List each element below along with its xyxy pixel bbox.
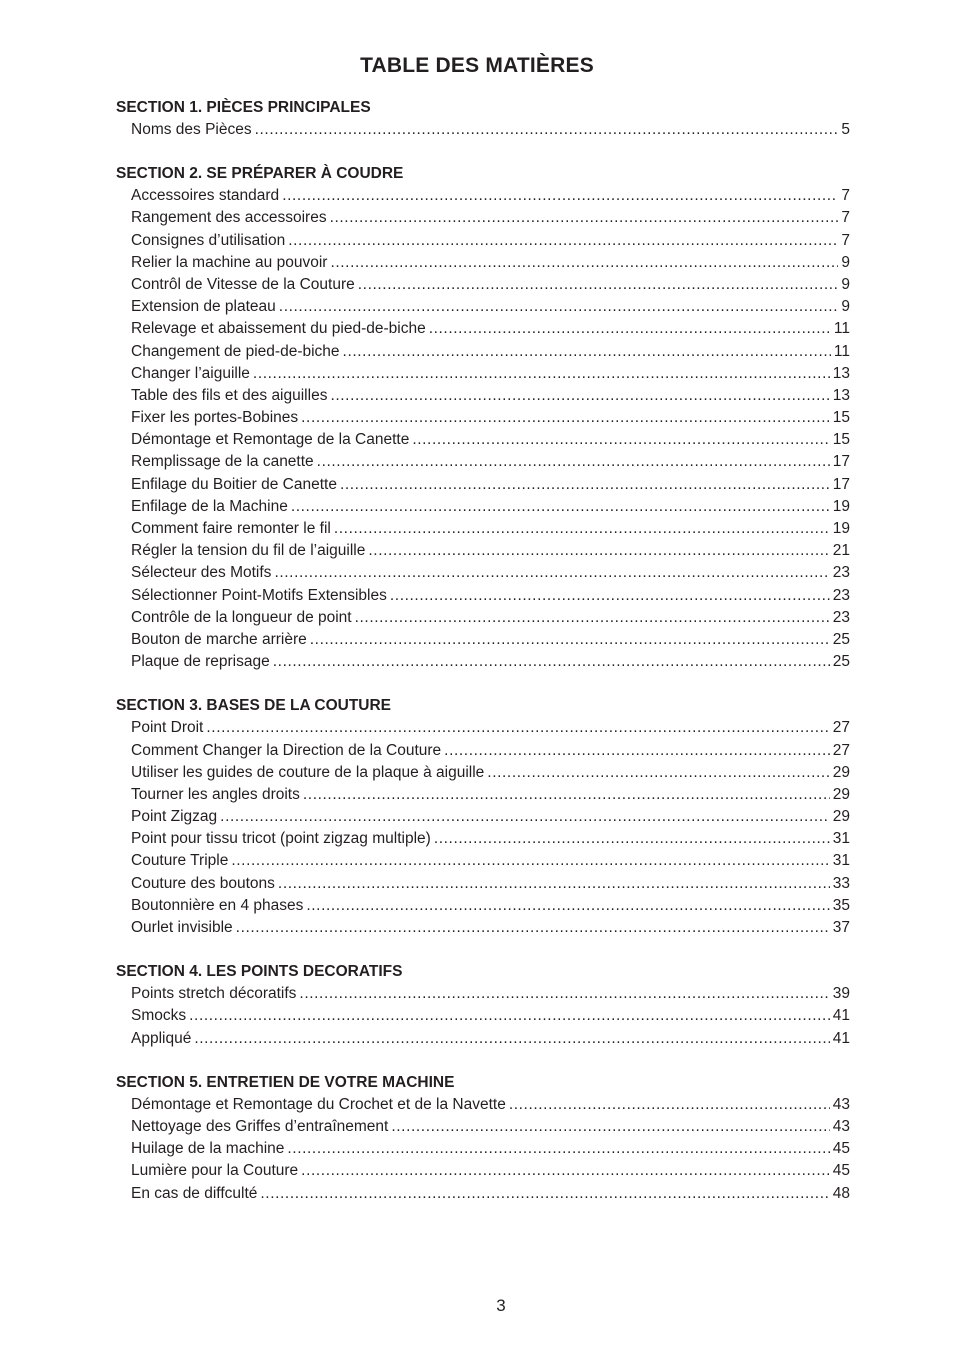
- entry-page-number: 15: [832, 431, 850, 449]
- toc-entry: [116, 230, 850, 252]
- dot-leader: [343, 341, 831, 363]
- entry-label: Fixer les portes-Bobines: [131, 409, 299, 427]
- entry-label: Point Zigzag: [131, 808, 218, 826]
- entry-label: Appliqué: [131, 1029, 192, 1047]
- page-number: 3: [496, 1296, 506, 1315]
- entry-page-number: 11: [833, 320, 850, 338]
- dot-leader: [279, 296, 839, 318]
- toc-entry: [116, 1028, 850, 1050]
- dot-leader: [429, 318, 831, 340]
- entry-page-number: 29: [832, 763, 850, 781]
- section-heading: SECTION 4. LES POINTS DECORATIFS: [116, 963, 403, 981]
- toc-entry: [116, 1116, 850, 1138]
- entry-page-number: 15: [832, 409, 850, 427]
- dot-leader: [509, 1094, 830, 1116]
- toc-entry: [116, 296, 850, 318]
- entry-page-number: 9: [841, 253, 850, 271]
- section-heading: SECTION 1. PIÈCES PRINCIPALES: [116, 99, 371, 116]
- dot-leader: [236, 917, 830, 939]
- entry-page-number: 13: [832, 386, 850, 404]
- toc-entry: [116, 119, 850, 141]
- table-of-contents: [116, 97, 850, 1227]
- entry-label: Plaque de reprisage: [131, 653, 270, 671]
- dot-leader: [355, 607, 830, 629]
- entry-label: Ourlet invisible: [131, 919, 233, 936]
- entry-label: Bouton de marche arrière: [131, 630, 307, 648]
- toc-entry: [116, 1138, 850, 1160]
- toc-entry: [116, 585, 850, 607]
- dot-leader: [189, 1005, 830, 1027]
- entry-label: Boutonnière en 4 phases: [131, 896, 304, 914]
- entry-label: Sélecteur des Motifs: [131, 564, 272, 582]
- section-heading: SECTION 3. BASES DE LA COUTURE: [116, 697, 392, 715]
- toc-entry: [116, 451, 850, 473]
- entry-page-number: 7: [841, 187, 850, 205]
- toc-entry: [116, 1005, 850, 1027]
- dot-leader: [301, 407, 830, 429]
- entry-label: Couture des boutons: [131, 874, 275, 892]
- entry-page-number: 37: [832, 919, 850, 936]
- dot-leader: [282, 185, 838, 207]
- toc-entry: [116, 873, 850, 895]
- dot-leader: [299, 983, 829, 1005]
- entry-label: Changer l’aiguille: [131, 364, 250, 382]
- toc-section: [116, 163, 850, 673]
- dot-leader: [278, 873, 830, 895]
- toc-section: [116, 695, 850, 939]
- dot-leader: [330, 252, 838, 274]
- dot-leader: [291, 496, 830, 518]
- entry-label: Enfilage de la Machine: [131, 497, 288, 515]
- entry-page-number: 31: [832, 852, 850, 870]
- toc-entry: [116, 185, 850, 207]
- toc-entry: [116, 806, 850, 828]
- entry-label: Utiliser les guides de couture de la plaque à aiguille: [131, 763, 485, 781]
- entry-label: Enfilage du Boitier de Canette: [131, 475, 337, 493]
- entry-page-number: 19: [832, 520, 850, 537]
- toc-entry: [116, 385, 850, 407]
- entry-page-number: 25: [832, 653, 850, 671]
- toc-entry: [116, 828, 850, 850]
- entry-page-number: 17: [832, 453, 850, 471]
- entry-page-number: 5: [841, 121, 850, 138]
- toc-entry: [116, 318, 850, 340]
- entry-page-number: 43: [832, 1117, 850, 1135]
- section-heading: SECTION 5. ENTRETIEN DE VOTRE MACHINE: [116, 1073, 455, 1091]
- toc-entry: [116, 363, 850, 385]
- dot-leader: [390, 585, 830, 607]
- dot-leader: [330, 207, 839, 229]
- entry-page-number: 7: [841, 231, 850, 249]
- entry-label: Accessoires standard: [131, 187, 280, 205]
- entry-label: Table des fils et des aiguilles: [131, 386, 328, 404]
- dot-leader: [310, 629, 830, 651]
- dot-leader: [334, 518, 830, 540]
- entry-page-number: 29: [832, 785, 850, 803]
- toc-entry: [116, 983, 850, 1005]
- entry-page-number: 23: [832, 608, 850, 626]
- entry-label: Comment faire remonter le fil: [131, 520, 331, 537]
- toc-entry: [116, 740, 850, 762]
- toc-entry: [116, 717, 850, 739]
- dot-leader: [340, 474, 830, 496]
- entry-label: Régler la tension du fil de l’aiguille: [131, 542, 366, 560]
- toc-entry: [116, 252, 850, 274]
- entry-page-number: 23: [832, 564, 850, 582]
- dot-leader: [255, 119, 839, 141]
- entry-label: Relier la machine au pouvoir: [131, 253, 328, 271]
- toc-entry: [116, 1094, 850, 1116]
- entry-label: Tourner les angles droits: [131, 785, 300, 803]
- toc-entry: [116, 407, 850, 429]
- dot-leader: [391, 1116, 829, 1138]
- entry-label: Démontage et Remontage du Crochet et de la Navette: [131, 1095, 506, 1113]
- toc-entry: [116, 651, 850, 673]
- entry-page-number: 41: [832, 1029, 850, 1047]
- dot-leader: [253, 363, 830, 385]
- entry-label: Nettoyage des Griffes d’entraînement: [131, 1117, 389, 1135]
- entry-page-number: 39: [832, 985, 850, 1003]
- toc-entry: [116, 562, 850, 584]
- dot-leader: [287, 1138, 829, 1160]
- toc-section: [116, 961, 850, 1050]
- toc-entry: [116, 850, 850, 872]
- entry-page-number: 13: [832, 364, 850, 382]
- entry-label: Point pour tissu tricot (point zigzag multiple): [131, 830, 431, 848]
- toc-entry: [116, 274, 850, 296]
- dot-leader: [330, 385, 829, 407]
- toc-entry: [116, 429, 850, 451]
- entry-label: En cas de diffculté: [131, 1184, 258, 1202]
- entry-page-number: 9: [841, 275, 850, 293]
- entry-page-number: 27: [832, 741, 850, 759]
- dot-leader: [288, 230, 838, 252]
- page-title: TABLE DES MATIÈRES: [360, 54, 594, 77]
- toc-entry: [116, 1160, 850, 1182]
- entry-label: Points stretch décoratifs: [131, 985, 297, 1003]
- entry-page-number: 41: [832, 1007, 850, 1025]
- dot-leader: [206, 717, 829, 739]
- toc-entry: [116, 784, 850, 806]
- entry-page-number: 27: [832, 719, 850, 737]
- entry-label: Lumière pour la Couture: [131, 1162, 299, 1180]
- entry-label: Sélectionner Point-Motifs Extensibles: [131, 586, 387, 604]
- entry-label: Rangement des accessoires: [131, 209, 327, 227]
- toc-entry: [116, 629, 850, 651]
- dot-leader: [317, 451, 830, 473]
- entry-label: Remplissage de la canette: [131, 453, 314, 471]
- entry-page-number: 25: [832, 630, 850, 648]
- entry-page-number: 21: [832, 542, 850, 560]
- entry-page-number: 48: [832, 1184, 850, 1202]
- dot-leader: [231, 850, 829, 872]
- entry-label: Extension de plateau: [131, 298, 276, 316]
- toc-entry: [116, 518, 850, 540]
- toc-entry: [116, 895, 850, 917]
- dot-leader: [368, 540, 829, 562]
- dot-leader: [358, 274, 839, 296]
- dot-leader: [444, 740, 830, 762]
- entry-label: Comment Changer la Direction de la Couture: [131, 741, 442, 759]
- dot-leader: [303, 784, 830, 806]
- dot-leader: [487, 762, 829, 784]
- entry-label: Changement de pied-de-biche: [131, 342, 340, 360]
- dot-leader: [220, 806, 830, 828]
- toc-entry: [116, 207, 850, 229]
- toc-section: [116, 97, 850, 141]
- entry-label: Relevage et abaissement du pied-de-biche: [131, 320, 426, 338]
- entry-page-number: 23: [832, 586, 850, 604]
- toc-section: [116, 1072, 850, 1205]
- entry-label: Contrôl de Vitesse de la Couture: [131, 275, 355, 293]
- entry-page-number: 35: [832, 896, 850, 914]
- entry-page-number: 11: [833, 342, 850, 360]
- dot-leader: [194, 1028, 829, 1050]
- entry-label: Smocks: [131, 1007, 187, 1025]
- entry-page-number: 9: [841, 298, 850, 316]
- dot-leader: [273, 651, 830, 673]
- dot-leader: [434, 828, 830, 850]
- entry-page-number: 45: [832, 1140, 850, 1158]
- toc-entry: [116, 496, 850, 518]
- entry-label: Démontage et Remontage de la Canette: [131, 431, 410, 449]
- toc-entry: [116, 540, 850, 562]
- entry-page-number: 19: [832, 497, 850, 515]
- entry-label: Couture Triple: [131, 852, 229, 870]
- dot-leader: [412, 429, 829, 451]
- toc-entry: [116, 607, 850, 629]
- entry-label: Noms des Pièces: [131, 121, 252, 138]
- entry-page-number: 7: [841, 209, 850, 227]
- entry-page-number: 17: [832, 475, 850, 493]
- entry-label: Contrôle de la longueur de point: [131, 608, 352, 626]
- dot-leader: [301, 1160, 830, 1182]
- entry-page-number: 43: [832, 1095, 850, 1113]
- toc-entry: [116, 917, 850, 939]
- entry-page-number: 29: [832, 808, 850, 826]
- entry-page-number: 31: [832, 830, 850, 848]
- dot-leader: [274, 562, 829, 584]
- entry-page-number: 33: [832, 874, 850, 892]
- toc-entry: [116, 762, 850, 784]
- toc-entry: [116, 1183, 850, 1205]
- section-heading: SECTION 2. SE PRÉPARER À COUDRE: [116, 165, 404, 183]
- toc-entry: [116, 474, 850, 496]
- dot-leader: [260, 1183, 829, 1205]
- dot-leader: [306, 895, 829, 917]
- entry-label: Consignes d’utilisation: [131, 231, 286, 249]
- entry-label: Huilage de la machine: [131, 1140, 285, 1158]
- entry-page-number: 45: [832, 1162, 850, 1180]
- entry-label: Point Droit: [131, 719, 204, 737]
- toc-entry: [116, 341, 850, 363]
